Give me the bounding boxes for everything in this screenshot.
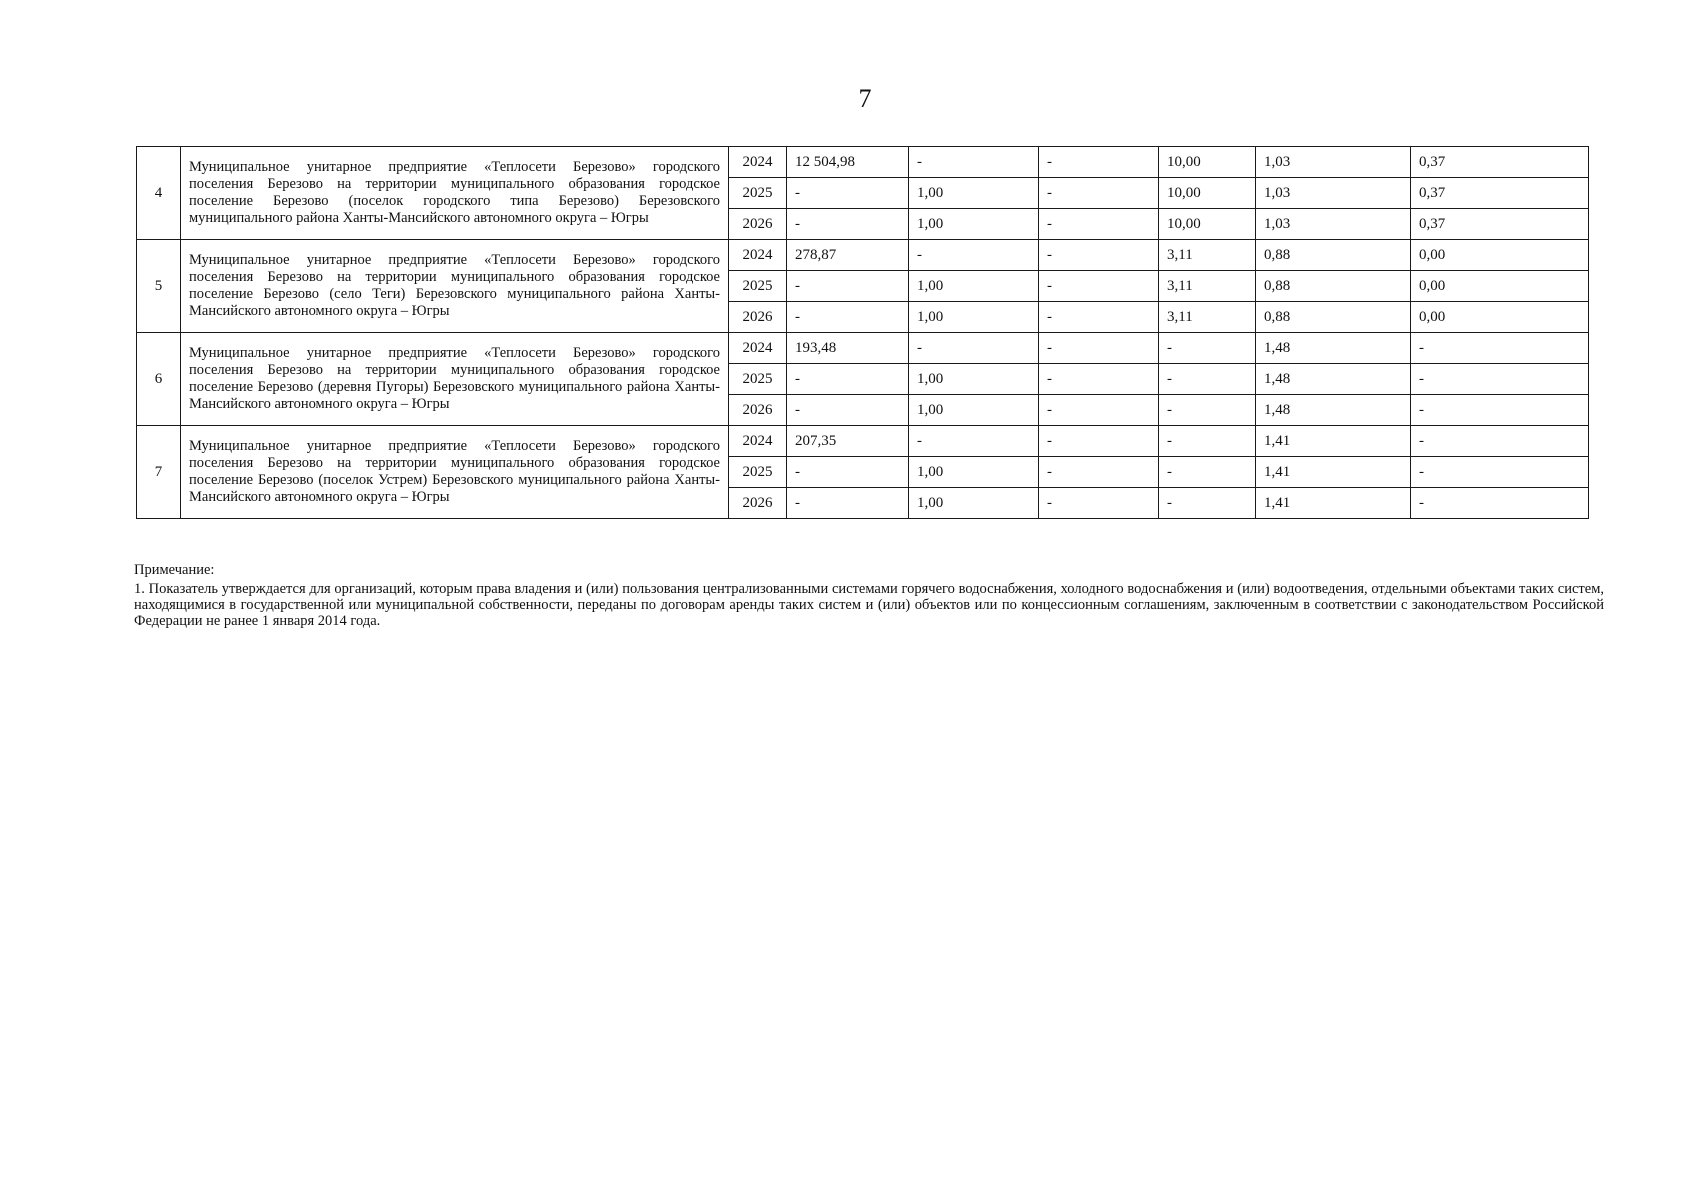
- value-cell: -: [909, 426, 1039, 457]
- value-cell: -: [1039, 426, 1159, 457]
- value-cell: 10,00: [1159, 209, 1256, 240]
- year-cell: 2025: [729, 178, 787, 209]
- value-cell: -: [1039, 178, 1159, 209]
- footnote-title: Примечание:: [134, 562, 215, 578]
- value-cell: 1,00: [909, 178, 1039, 209]
- value-cell: -: [787, 271, 909, 302]
- indicator-table: [136, 146, 1589, 519]
- row-number: 5: [137, 240, 181, 333]
- value-cell: 10,00: [1159, 147, 1256, 178]
- value-cell: 1,48: [1256, 364, 1411, 395]
- value-cell: -: [1159, 488, 1256, 519]
- value-cell: -: [1159, 364, 1256, 395]
- value-cell: -: [1159, 395, 1256, 426]
- table-row: [137, 147, 1589, 178]
- value-cell: -: [787, 364, 909, 395]
- value-cell: -: [1411, 426, 1589, 457]
- value-cell: 0,37: [1411, 147, 1589, 178]
- value-cell: -: [1039, 302, 1159, 333]
- value-cell: 1,41: [1256, 488, 1411, 519]
- year-cell: 2026: [729, 395, 787, 426]
- value-cell: 0,00: [1411, 271, 1589, 302]
- year-cell: 2024: [729, 147, 787, 178]
- value-cell: 1,48: [1256, 333, 1411, 364]
- value-cell: 1,03: [1256, 178, 1411, 209]
- row-number: 4: [137, 147, 181, 240]
- value-cell: -: [1411, 395, 1589, 426]
- value-cell: -: [787, 457, 909, 488]
- value-cell: 1,00: [909, 209, 1039, 240]
- table-row: [137, 333, 1589, 364]
- value-cell: 1,03: [1256, 147, 1411, 178]
- value-cell: -: [1039, 147, 1159, 178]
- value-cell: -: [1039, 488, 1159, 519]
- value-cell: 0,88: [1256, 240, 1411, 271]
- value-cell: 1,00: [909, 271, 1039, 302]
- organization-name: Муниципальное унитарное предприятие «Теплосети Березово» городского поселения Березово на территории муниципального образования городское поселение Березово (деревня Пугоры) Березовского муниципального района Ханты-Мансийского автономного округа – Югры: [181, 333, 729, 426]
- value-cell: 1,41: [1256, 426, 1411, 457]
- table-row: [137, 426, 1589, 457]
- value-cell: 207,35: [787, 426, 909, 457]
- value-cell: 0,00: [1411, 240, 1589, 271]
- value-cell: -: [787, 395, 909, 426]
- value-cell: -: [1159, 333, 1256, 364]
- value-cell: 3,11: [1159, 302, 1256, 333]
- value-cell: -: [1411, 457, 1589, 488]
- value-cell: 0,88: [1256, 271, 1411, 302]
- value-cell: -: [1039, 457, 1159, 488]
- value-cell: 1,00: [909, 395, 1039, 426]
- value-cell: 1,41: [1256, 457, 1411, 488]
- value-cell: 0,37: [1411, 178, 1589, 209]
- value-cell: 3,11: [1159, 271, 1256, 302]
- value-cell: -: [1411, 364, 1589, 395]
- value-cell: 0,00: [1411, 302, 1589, 333]
- footnote: [134, 562, 1604, 629]
- row-number: 7: [137, 426, 181, 519]
- value-cell: 1,03: [1256, 209, 1411, 240]
- value-cell: 1,48: [1256, 395, 1411, 426]
- organization-name: Муниципальное унитарное предприятие «Теплосети Березово» городского поселения Березово на территории муниципального образования городское поселение Березово (село Теги) Березовского муниципального района Ханты-Мансийского автономного округа – Югры: [181, 240, 729, 333]
- year-cell: 2024: [729, 240, 787, 271]
- value-cell: -: [1039, 395, 1159, 426]
- value-cell: 10,00: [1159, 178, 1256, 209]
- value-cell: 0,88: [1256, 302, 1411, 333]
- value-cell: -: [1039, 271, 1159, 302]
- value-cell: -: [909, 333, 1039, 364]
- value-cell: -: [909, 240, 1039, 271]
- value-cell: -: [1039, 364, 1159, 395]
- value-cell: -: [787, 488, 909, 519]
- footnote-text: 1. Показатель утверждается для организаций, которым права владения и (или) пользования централизованными системами горячего водоснабжения, холодного водоснабжения и (или) водоотведения, отдельными объектами таких систем, находящимися в государственной или муниципальной собственности, переданы по договорам аренды таких систем и (или) объектов или по концессионным соглашениям, заключенным в соответствии с законодательством Российской Федерации не ранее 1 января 2014 года.: [134, 581, 1604, 629]
- value-cell: 193,48: [787, 333, 909, 364]
- value-cell: 1,00: [909, 457, 1039, 488]
- value-cell: -: [1159, 457, 1256, 488]
- value-cell: -: [1039, 240, 1159, 271]
- value-cell: -: [787, 209, 909, 240]
- value-cell: -: [787, 178, 909, 209]
- value-cell: -: [1039, 209, 1159, 240]
- value-cell: 12 504,98: [787, 147, 909, 178]
- year-cell: 2025: [729, 364, 787, 395]
- year-cell: 2024: [729, 426, 787, 457]
- value-cell: 1,00: [909, 488, 1039, 519]
- row-number: 6: [137, 333, 181, 426]
- organization-name: Муниципальное унитарное предприятие «Теплосети Березово» городского поселения Березово на территории муниципального образования городское поселение Березово (поселок Устрем) Березовского муниципального района Ханты-Мансийского автономного округа – Югры: [181, 426, 729, 519]
- value-cell: 1,00: [909, 364, 1039, 395]
- year-cell: 2026: [729, 488, 787, 519]
- table-body: [137, 147, 1589, 519]
- organization-name: Муниципальное унитарное предприятие «Теплосети Березово» городского поселения Березово на территории муниципального образования городское поселение Березово (поселок городского типа Березово) Березовского муниципального района Ханты-Мансийского автономного округа – Югры: [181, 147, 729, 240]
- value-cell: -: [1039, 333, 1159, 364]
- year-cell: 2025: [729, 457, 787, 488]
- year-cell: 2025: [729, 271, 787, 302]
- value-cell: 278,87: [787, 240, 909, 271]
- page-number: 7: [858, 84, 872, 113]
- value-cell: -: [1159, 426, 1256, 457]
- year-cell: 2024: [729, 333, 787, 364]
- year-cell: 2026: [729, 209, 787, 240]
- value-cell: 0,37: [1411, 209, 1589, 240]
- value-cell: -: [909, 147, 1039, 178]
- value-cell: 1,00: [909, 302, 1039, 333]
- value-cell: -: [787, 302, 909, 333]
- table-row: [137, 240, 1589, 271]
- value-cell: -: [1411, 333, 1589, 364]
- value-cell: 3,11: [1159, 240, 1256, 271]
- year-cell: 2026: [729, 302, 787, 333]
- value-cell: -: [1411, 488, 1589, 519]
